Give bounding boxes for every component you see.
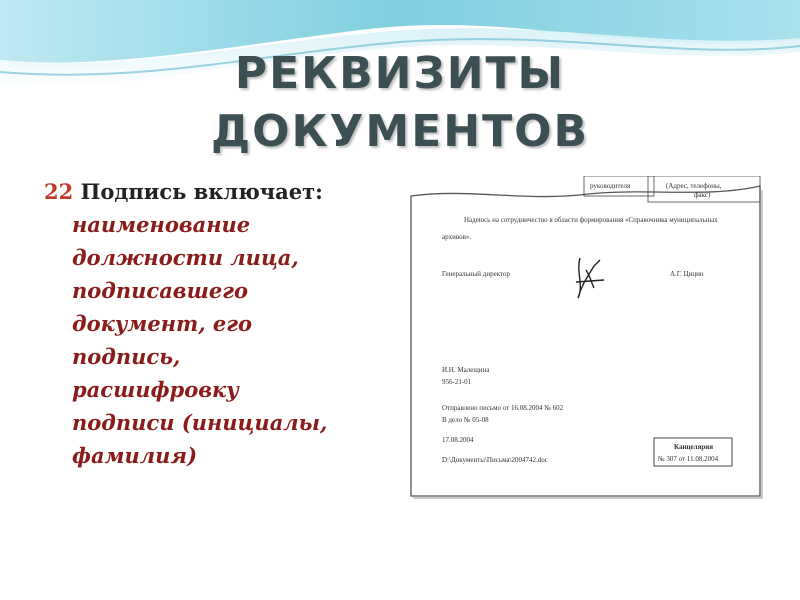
- item-text-line: документ, его: [72, 311, 253, 336]
- letterhead-right-text-1: (Адрес, телефоны,: [666, 182, 722, 190]
- item-text-line: подписавшего: [72, 278, 248, 303]
- file-date: 17.08.2004: [442, 436, 474, 444]
- stamp-title: Канцелярия: [674, 443, 714, 451]
- file-path: D:\Документы\Письма\2004742.doc: [442, 456, 548, 464]
- executor-phone: 956-21-01: [442, 378, 472, 386]
- item-text-line: подпись,: [72, 344, 181, 369]
- item-text-line: должности лица,: [72, 245, 299, 270]
- executor-name: И.Н. Малещина: [442, 366, 490, 374]
- item-text-line: фамилия): [72, 443, 198, 468]
- item-text-line: наименование: [72, 212, 251, 237]
- subject-line-2: архивов».: [442, 233, 472, 241]
- letterhead-left-text: руководителя: [590, 182, 631, 190]
- item-text-line: подписи (инициалы,: [72, 410, 328, 435]
- file-note: В дело № 05-08: [442, 416, 489, 424]
- slide-title-line-2: ДОКУМЕНТОВ: [210, 106, 590, 157]
- signer-name: А.Г. Цицин: [670, 270, 704, 278]
- item-number: 22: [44, 179, 74, 204]
- requisite-description: [44, 174, 384, 473]
- signer-position: Генеральный директор: [442, 270, 510, 278]
- slide-title-line-1: РЕКВИЗИТЫ: [234, 48, 566, 99]
- sent-note: Отправлено письмо от 16.08.2004 № 602: [442, 404, 564, 412]
- item-text-line: расшифровку: [72, 377, 239, 402]
- letterhead-right-text-2: факс): [694, 191, 711, 199]
- subject-line-1: Надеюсь на сотрудничество в области формирования «Справочника муниципальных: [464, 216, 718, 224]
- stamp-line: № 307 от 11.08.2004: [658, 455, 719, 463]
- item-lead: Подпись включает:: [80, 179, 323, 204]
